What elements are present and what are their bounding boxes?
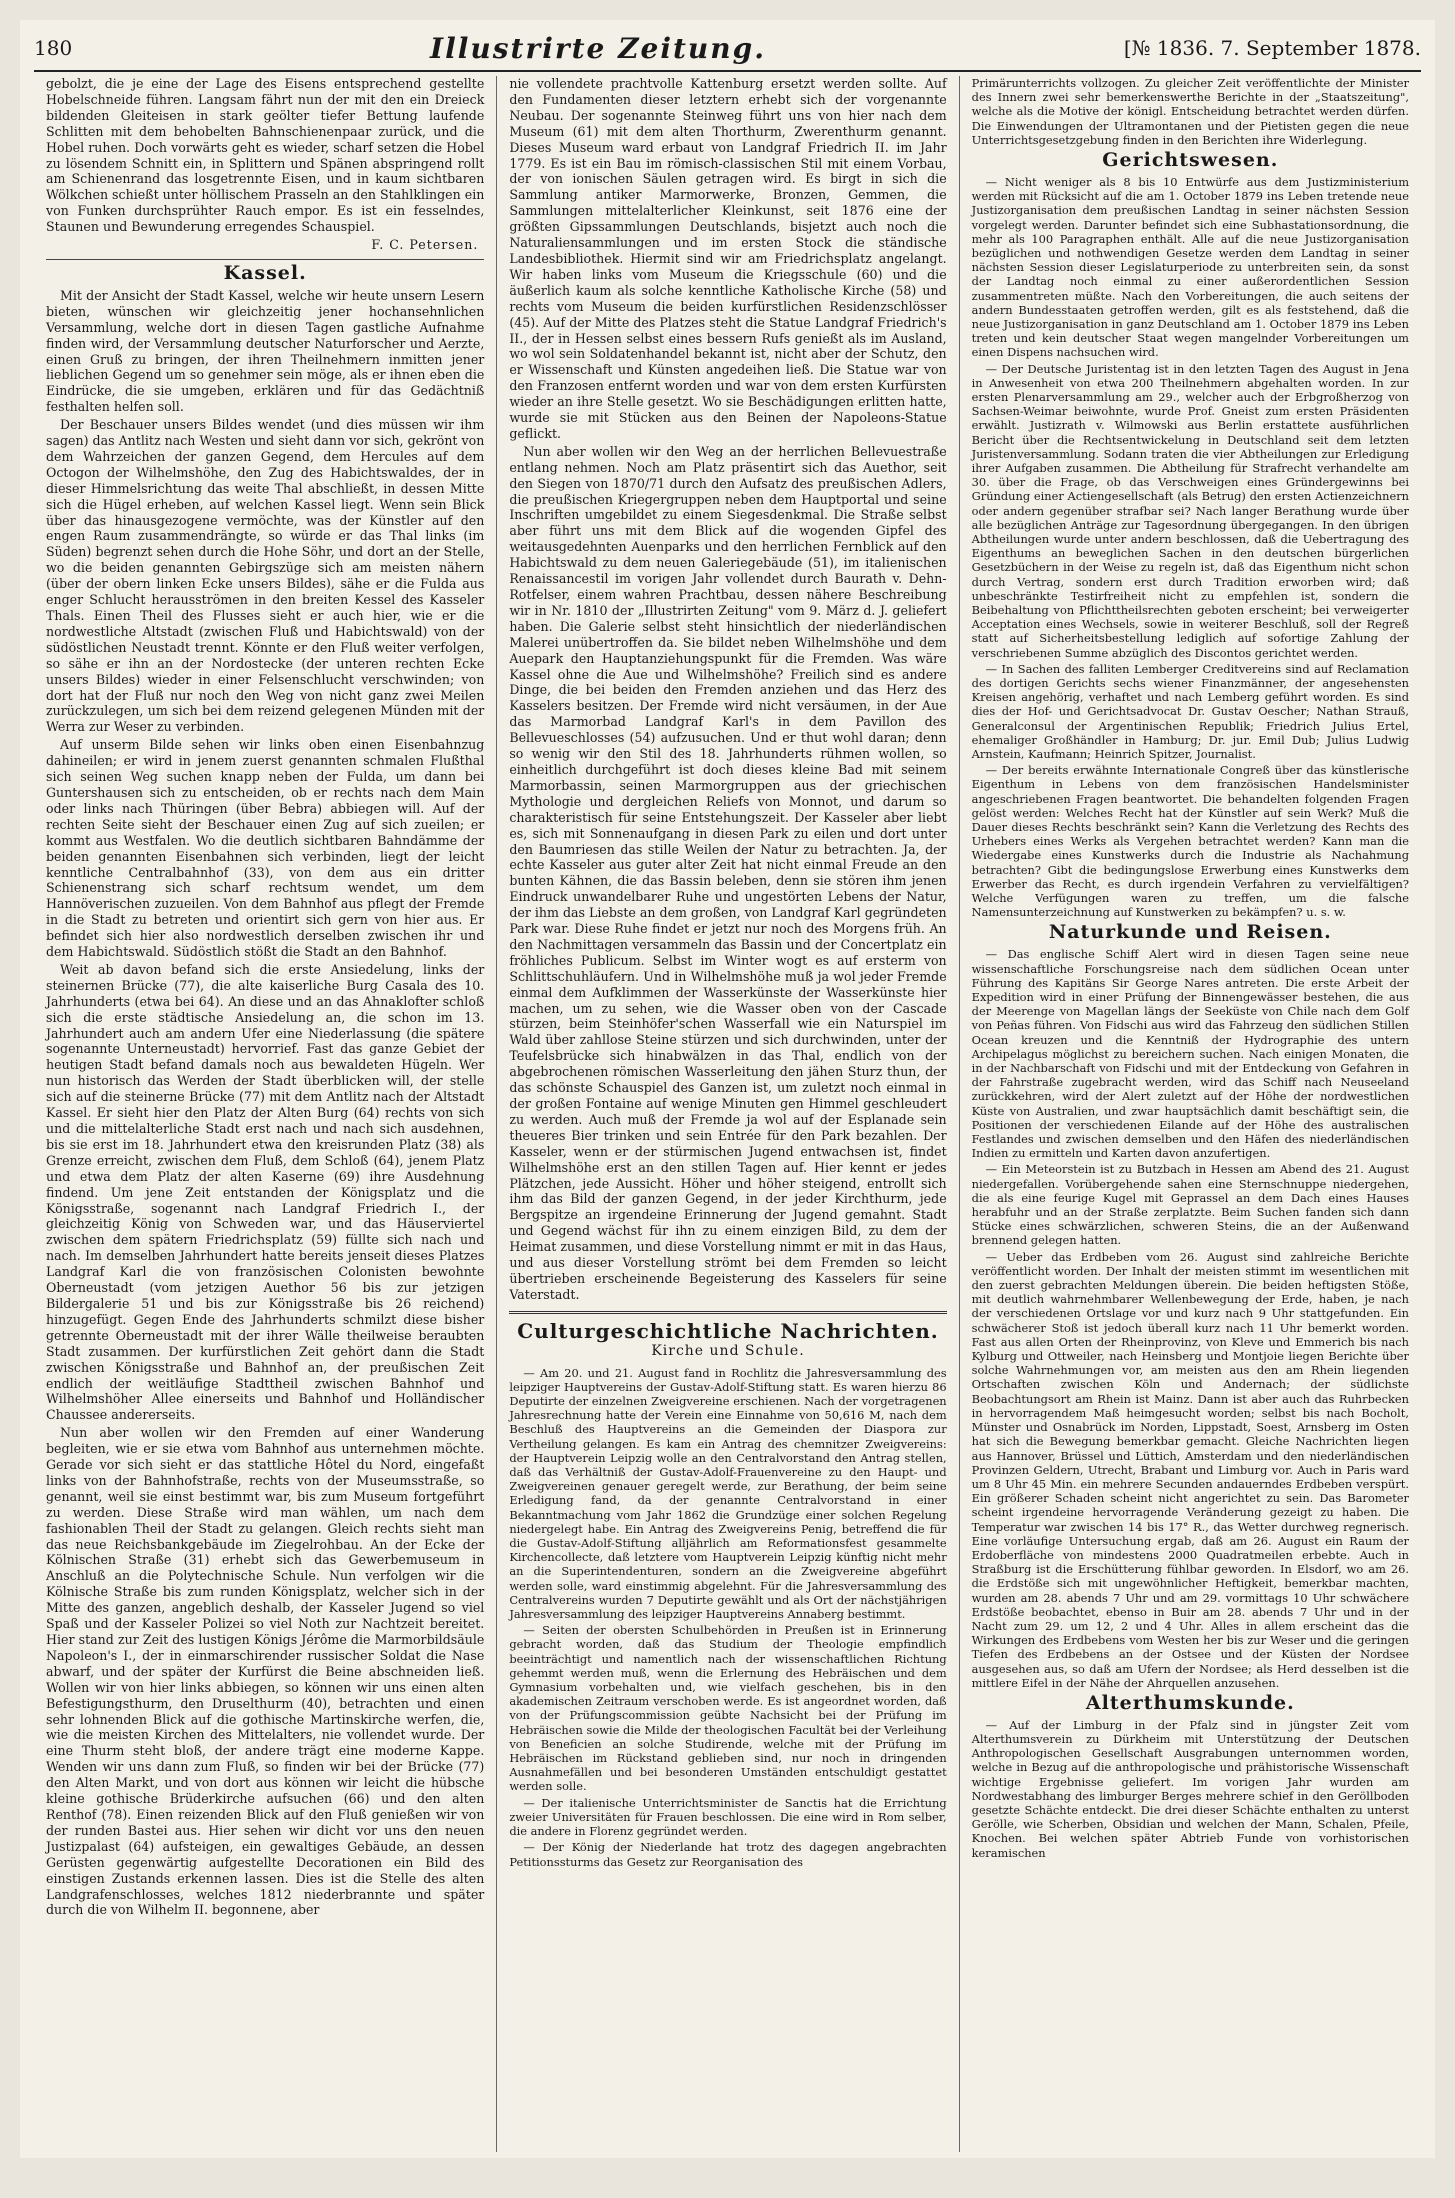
page-number: 180 xyxy=(34,36,73,60)
divider xyxy=(46,259,484,260)
column-3 xyxy=(959,76,1421,2152)
newspaper-page xyxy=(20,20,1435,2158)
news-item: — Der italienische Unterrichtsminister de Sanctis hat die Errichtung zweier Universitäten für Frauen beschlossen. Die eine wird in Rom selber, die andere in Florenz gegründet werden. xyxy=(509,1795,947,1839)
masthead xyxy=(34,26,1421,72)
news-item: — Ein Meteorstein ist zu Butzbach in Hessen am Abend des 21. August niedergefallen. Vorübergehende sahen eine Sternschnuppe niedergehen, die als eine feurige Kugel mit Geprassel an dem Dach eines Hauses herabfuhr und an der Straße zerplatzte. Beim Suchen fanden sich dann Stücke eines schwärzlichen, schweren Steins, die an der Außenwand brennend gelegen hatten. xyxy=(971,1162,1409,1248)
article-paragraph: Nun aber wollen wir den Weg an der herrlichen Bellevuestraße entlang nehmen. Noch am Platz präsentirt sich das Auethor, seit den Siegen von 1870/71 durch den Aufsatz des preußischen Adlers, die preußischen Kriegergruppen neben dem Hauptportal und seine Inschriften umgebildet zu einem Siegesdenkmal. Die Straße selbst aber führt uns mit dem Blick auf die wogenden Gipfel des weitausgedehnten Auenparks und den herrlichen Fernblick auf den Habichtswald zu dem neuen Galeriegebäude (51), im italienischen Renaissancestil im vorigen Jahr vollendet durch Baurath v. Dehn-Rotfelser, einem wahren Prachtbau, dessen nähere Beschreibung wir in Nr. 1810 der „Illustrirten Zeitung" vom 9. März d. J. geliefert haben. Die Galerie selbst steht hinsichtlich der niederländischen Malerei unübertroffen da. Sie bildet neben Wilhelmshöhe und dem Auepark den Hauptanziehungspunkt für die Fremden. Was wäre Kassel ohne die Aue und Wilhelmshöhe? Freilich sind es andere Dinge, die bei beiden den Fremden anziehen und das Herz des Kasselers besitzen. Der Fremde wird nicht versäumen, in der Aue das Marmorbad Landgraf Karl's in dem Pavillon des Bellevueschlosses (54) aufzusuchen. Und er thut wohl daran; denn so wenig wir den Stil des 18. Jahrhunderts rühmen wollen, so einheitlich durchgeführt ist doch dieses kleine Bad mit seinem Marmorbassin, seinen Marmorgruppen aus der griechischen Mythologie und dergleichen Reliefs von Monnot, und darum so charakteristisch für seine Entstehungszeit. Der Kasseler aber liebt es, sich mit Sonnenaufgang in diesen Park zu eilen und dort unter den Baumriesen das stille Weilen der Natur zu betrachten. Ja, der echte Kasseler aus guter alter Zeit hat nicht einmal Freude an den bunten Kähnen, die das Bassin beleben, denn sie stören ihm jenen Eindruck unwandelbarer Ruhe und ungestörten Lebens der Natur, der ihm das Liebste an dem großen, von Landgraf Karl gegründeten Park war. Diese Ruhe findet er jetzt nur noch des Morgens früh. An den Nachmittagen versammeln das Bassin und der Concertplatz ein fröhliches Publicum. Selbst im Winter wogt es auf ersterm von Schlittschuhläufern. Und in Wilhelmshöhe muß ja wol jeder Fremde einmal dem Aufklimmen der Wasserkünste der Wasserkünste hier machen, um zu sehen, wie die Wasser oben von der Cascade stürzen, beim Steinhöfer'schen Wasserfall wie ein Naturspiel im Wald über zahllose Steine stürzen und sich durchwinden, unter der Teufelsbrücke sich hinabwälzen in das Thal, endlich von der abgebrochenen römischen Wasserleitung den jähen Sturz thun, der das schönste Schauspiel des Ganzen ist, um zuletzt noch einmal in der großen Fontaine auf wenige Minuten gen Himmel geschleudert zu werden. Auch muß der Fremde ja wol auf der Esplanade sein theueres Bier trinken und sein Entrée für den Park bezahlen. Der Kasseler, wenn er der stürmischen Jugend entwachsen ist, findet Wilhelmshöhe erst an den stillen Tagen auf. Hier kennt er jedes Plätzchen, jede Aussicht. Höher und höher steigend, entrollt sich ihm das Bild der ganzen Gegend, in der jeder Kirchthurm, jede Bergspitze an irgendeine Erinnerung der Jugend gemahnt. Stadt und Gegend wächst für ihn zu einem einzigen Bild, zu dem der Heimat zusammen, und diese Vorstellung nimmt er mit in das Haus, und aus dieser Vorstellung strömt bei dem Fremden so leicht übertrieben erscheinende Begeisterung des Kasselers für seine Vaterstadt. xyxy=(509,443,947,1302)
news-item: Primärunterrichts vollzogen. Zu gleicher Zeit veröffentlichte der Minister des Innern zwei sehr bemerkenswerthe Berichte in der „Staatszeitung", welche als die Motive der königl. Entscheidung betrachtet werden dürfen. Die Einwendungen der Ultramontanen und der Pietisten gegen die neue Unterrichtsgesetzgebung finden in den Berichten ihre Widerlegung. xyxy=(971,76,1409,147)
news-item: — Nicht weniger als 8 bis 10 Entwürfe aus dem Justizministerium werden mit Rücksicht auf die am 1. October 1879 ins Leben tretende neue Justizorganisation dem preußischen Landtag in seiner nächsten Session vorgelegt werden. Darunter befindet sich eine Subhastationsordnung, die mehr als 100 Paragraphen enthält. Alle auf die neue Justizorganisation bezüglichen und nothwendigen Gesetze werden dem Landtag in seiner nächsten Session dieser Legislaturperiode zu unterbreiten sein, da sonst der Landtag noch einmal zu einer außerordentlichen Session zusammentreten müßte. Nach den Vorbereitungen, die auch seitens der andern Bundesstaaten getroffen werden, gilt es als feststehend, daß die neue Justizorganisation in ganz Deutschland am 1. October 1879 ins Leben treten und kein deutscher Staat wegen mangelnder Vorbereitungen um einen Dispens nachsuchen wird. xyxy=(971,174,1409,360)
news-item: — Am 20. und 21. August fand in Rochlitz die Jahresversammlung des leipziger Hauptvereins der Gustav-Adolf-Stiftung statt. Es waren hierzu 86 Deputirte der einzelnen Zweigvereine erschienen. Nach der vorgetragenen Jahresrechnung hatte der Verein eine Einnahme von 50,616 M, nach dem Beschluß des Hauptvereins an die Gemeinden der Diaspora zur Vertheilung gelangen. Es kam ein Antrag des chemnitzer Zweigvereins: der Hauptverein Leipzig wolle an den Centralvorstand den Antrag stellen, daß das Verhältniß der Gustav-Adolf-Frauenvereine zu den Haupt- und Zweigvereinen genauer geregelt werde, zur Berathung, der beim seine Erledigung fand, da der genannte Centralvorstand in einer Bekanntmachung vom Jahr 1862 die Grundzüge einer solchen Regelung niedergelegt habe. Ein Antrag des Zweigvereins Penig, betreffend die für die Gustav-Adolf-Stiftung alljährlich am Reformationsfest gesammelte Kirchencollecte, daß letztere vom Hauptverein Leipzig künftig nicht mehr an die Superintendenturen, sondern an die Zweigvereine abgeführt werden solle, ward einstimmig abgelehnt. Für die Jahresversammlung des Centralvereins wurden 7 Deputirte gewählt und als Ort der nächstjährigen Jahresversammlung des leipziger Hauptvereins Annaberg bestimmt. xyxy=(509,1365,947,1622)
news-item: — Ueber das Erdbeben vom 26. August sind zahlreiche Berichte veröffentlicht worden. Der Inhalt der meisten stimmt im wesentlichen mit den zuerst gebrachten Meldungen überein. Die beiden heftigsten Stöße, mit deutlich wahrnehmbarer Wellenbewegung der Erde, haben, je nach der verschiedenen Ortslage vor und kurz nach 9 Uhr stattgefunden. Ein schwächerer Stoß ist jedoch überall kurz nach 11 Uhr bemerkt worden. Fast aus allen Orten der Rheinprovinz, von Kleve und Emmerich bis nach Kylburg und Ottweiler, nach Heinsberg und Montjoie liegen Berichte über solche Wahrnehmungen vor, am meisten aus den am Rhein liegenden Ortschaften zwischen Köln und Andernach; der südlichste Beobachtungsort am Rhein ist Mainz. Dann ist aber auch das Ruhrbecken in hervorragendem Maß heimgesucht worden; selbst bis nach Bocholt, Münster und Osnabrück im Norden, Lippstadt, Soest, Arnsberg im Osten hat sich die Bewegung bemerkbar gemacht. Gleiche Nachrichten liegen aus Hannover, Brüssel und Lüttich, Amsterdam und den niederländischen Provinzen Geldern, Utrecht, Brabant und Limburg vor. Auch in Paris ward um 8 Uhr 45 Min. ein mehrere Secunden andauerndes Erdbeben verspürt. Ein größerer Schaden scheint nicht angerichtet zu sein. Das Barometer scheint irgendeine hervorragende Veränderung gezeigt zu haben. Die Temperatur war zwischen 14 bis 17° R., das Wetter durchweg regnerisch. Eine vorläufige Untersuchung ergab, daß am 26. August ein Raum der Erdoberfläche von mindestens 2000 Quadratmeilen erbebte. Auch in Straßburg ist die Erschütterung fühlbar geworden. In Elsdorf, wo am 26. die Erdstöße sich mit ungewöhnlicher Heftigkeit, bemerkbar machten, wurden am 28. abends 7 Uhr und am 29. vormittags 10 Uhr schwächere Erdstöße beobachtet, ebenso in Buir am 28. abends 7 Uhr und in der Nacht zum 29. um 12, 2 und 4 Uhr. Alles in allem erscheint das die Wirkungen des Erdbebens vom Westen her bis zur Weser und die geringen Tiefen des Erdbebens an der Ostsee und der Küsten der Nordsee ausgesehen aus, so daß am Ufern der Nordsee; als Herd desselben ist die mittlere Eifel in der Nähe der Ahrquellen anzusehen. xyxy=(971,1249,1409,1690)
newspaper-title: Illustrirte Zeitung. xyxy=(430,31,766,65)
article-paragraph: Nun aber wollen wir den Fremden auf einer Wanderung begleiten, wie er sie etwa vom Bahnhof aus unternehmen möchte. Gerade vor sich sieht er das stattliche Hôtel du Nord, eingefaßt links von der Bahnhofstraße, rechts von der Museumsstraße, so genannt, weil sie einst bestimmt war, bis zum Museum fortgeführt zu werden. Diese Straße wird man wählen, um nach dem fashionablen Theil der Stadt zu gelangen. Gleich rechts sieht man das neue Reichsbankgebäude im Ziegelrohbau. An der Ecke der Kölnischen Straße (31) erhebt sich das Gewerbemuseum in Anschluß an die Polytechnische Schule. Nun verfolgen wir die Kölnische Straße bis zum runden Königsplatz, welcher sich in der Mitte des ganzen, angeblich deshalb, der Kasseler Jugend so viel Spaß und der Kasseler Polizei so viel Noth zur Nachtzeit bereitet. Hier stand zur Zeit des lustigen Königs Jérôme die Marmorbildsäule Napoleon's I., der in einmarschirender russischer Soldat die Nase abwarf, und der später der Kurfürst die Beine abschneiden ließ. Wollen wir von hier links abbiegen, so können wir uns einen alten Befestigungsthurm, den Druselthurm (40), betrachten und einen sehr lohnenden Blick auf die gothische Martinskirche werfen, die, wie die meisten Kirchen des Mittelalters, nie vollendet wurde. Der eine Thurm steht bloß, der andere trägt eine moderne Kappe. Wenden wir uns dann zum Fluß, so finden wir bei der Brücke (77) den Alten Markt, und von dort aus können wir leicht die hübsche kleine gothische Brüderkirche aufsuchen (66) und den alten Renthof (78). Einen reizenden Blick auf den Fluß genießen wir von der runden Bastei aus. Hier sehen wir dicht vor uns den neuen Justizpalast (64) aufsteigen, ein gewaltiges Gebäude, an dessen Gerüsten gegenwärtig aufgestellte Decorationen ein Bild des einstigen Zustands erkennen lassen. Dies ist die Stelle des alten Landgrafenschlosses, welches 1812 niederbrannte und später durch die von Wilhelm II. begonnene, aber xyxy=(46,1425,485,1918)
author-signature: F. C. Petersen. xyxy=(371,237,479,253)
columns xyxy=(34,76,1421,2152)
article-paragraph: Auf unserm Bilde sehen wir links oben einen Eisenbahnzug dahineilen; er wird in jenem zuerst genannten schmalen Flußthal sich seinen Weg suchen knapp neben der Fulda, um dann bei Guntershausen sich zu entscheiden, ob er rechts nach dem Main oder links nach Thüringen (über Bebra) abbiegen will. Auf der rechten Seite sieht der Beschauer einen Zug auf sich zueilen; er kommt aus Westfalen. Wo die deutlich sichtbaren Bahndämme der beiden genannten Eisenbahnen sich verbinden, liegt der leicht kenntliche Centralbahnhof (33), von dem aus ein dritter Schienenstrang sich scharf rechtsum wendet, um dem Hannöverischen zuzueilen. Von dem Bahnhof aus pflegt der Fremde in die Stadt zu betreten und orientirt sich gern von hier aus. Er befindet sich hier also nordwestlich derselben zwischen ihr und dem Habichtswald. Südöstlich stößt die Stadt an den Bahnhof. xyxy=(46,737,485,960)
section-heading-nature-travel: Naturkunde und Reisen. xyxy=(1048,921,1332,944)
news-item: — Seiten der obersten Schulbehörden in Preußen ist in Erinnerung gebracht worden, daß das Studium der Theologie empfindlich beeinträchtigt und namentlich nach der wissenschaftlichen Richtung gehemmt werden muß, wenn die Erlernung des Hebräischen und dem Gymnasium vorbehalten und, wie vielfach geschehen, bis in den akademischen Zeitraum verschoben werde. Es ist angeordnet worden, daß von der Prüfungscommission geübte Nachsicht bei der Prüfung im Hebräischen sowie die Milde der theologischen Facultät bei der Verleihung von Beneficien an solche Studirende, welche mit der Prüfung im Hebräischen im Rückstand geblieben sind, nur noch in dringenden Ausnahmefällen und bei besonderen Umständen entschuldigt gestattet werden solle. xyxy=(509,1623,947,1794)
article-paragraph: Der Beschauer unsers Bildes wendet (und dies müssen wir ihm sagen) das Antlitz nach Westen und sieht dann vor sich, gekrönt von dem Wahrzeichen der ganzen Gegend, dem Hercules auf dem Octogon der Wilhelmshöhe, den Zug des Habichtswaldes, der in dieser Himmelsrichtung das weite Thal abschließt, in dessen Mitte sich die Hügel erheben, auf welchen Kassel liegt. Wenn sein Blick über das hinausgezogene vermöchte, was der Künstler auf den engen Raum zusammendrängte, so würde er das Thal links (im Süden) begrenzt sehen durch die Hohe Söhr, und dort an der Stelle, wo die beiden genannten Gebirgszüge sich am meisten nähern (über der obern linken Ecke unsers Bildes), sähe er die Fulda aus enger Schlucht herausströmen in den breiten Kessel des Kasseler Thals. Einen Theil des Flusses sieht er auch hier, wie er die nordwestliche Altstadt (zwischen Fluß und Habichtswald) von der südöstlichen Neustadt trennt. Könnte er den Fluß weiter verfolgen, so sähe er ihn an der Nordostecke (der unteren rechten Ecke unsers Bildes) wieder in einer Felsenschlucht verschwinden; von dort hat der Fluß nur noch den Weg von nicht ganz zwei Meilen zurückzulegen, um sich bei dem reizend gelegenen Münden mit der Werra zur Weser zu verbinden. xyxy=(46,417,485,735)
news-item: — In Sachen des falliten Lemberger Creditvereins sind auf Reclamation des dortigen Gerichts sechs wiener Finanzmänner, der angesehensten Kreisen angehörig, verhaftet und nach Lemberg geführt worden. Es sind dies der Hof- und Gerichtsadvocat Dr. Gustav Oescher; Nathan Strauß, Generalconsul der Argentinischen Republik; Friedrich Julius Ertel, ehemaliger Großhändler in Hamburg; Dr. jur. Emil Dub; Julius Ludwig Arnstein, Kaufmann; Heinrich Spitzer, Journalist. xyxy=(971,661,1409,762)
article-paragraph: Weit ab davon befand sich die erste Ansiedelung, links der steinernen Brücke (77), die alte kaiserliche Burg Casala des 10. Jahrhunderts (etwa bei 64). An diese und an das Ahnaklofter schloß sich die erste städtische Ansiedelung an, die schon im 13. Jahrhundert auch am andern Ufer eine Niederlassung (die spätere sogenannte Unterneustadt) hervorrief. Fast das ganze Gebiet der heutigen Stadt befand damals noch aus bewaldeten Hügeln. Wer nun historisch das Werden der Stadt überblicken will, der stelle sich auf die steinerne Brücke (77) mit dem Antlitz nach der Altstadt Kassel. Er sieht hier den Platz der Alten Burg (64) rechts von sich und die mittelalterliche Stadt erst nach und nach sich ausdehnen, bis sie erst im 18. Jahrhundert etwa den kreisrunden Platz (38) als Grenze erreicht, zwischen dem Fluß, dem Schloß (64), jenem Platz und etwa dem Platz der alten Kaserne (69) ihre Ausdehnung findend. Um jene Zeit entstanden der Königsplatz und die Königsstraße, sogenannt nach Landgraf Friedrich I., der gleichzeitig König von Schweden war, und das Häuserviertel zwischen dem spätern Friedrichsplatz (59) füllte sich nach und nach. Im demselben Jahrhundert hatte bereits jenseit dieses Platzes Landgraf Karl die von französischen Colonisten bewohnte Oberneustadt (vom jetzigen Auethor 56 bis zur jetzigen Bildergalerie 51 und bis zur Königsstraße bis 26 reichend) hinzugefügt. Gegen Ende des Jahrhunderts schmilzt diese bisher getrennte Oberneustadt mit der ihrer Wälle theilweise beraubten Stadt zusammen. Der kurfürstlichen Zeit gehört dann die Stadt zwischen Königsstraße und Bahnhof an, der preußischen Zeit endlich der weitläufige Stadttheil zwischen Bahnhof und Wilhelmshöher Allee einerseits und Bahnhof und Holländischer Chaussee andererseits. xyxy=(46,961,485,1423)
column-1 xyxy=(34,76,496,2152)
article-paragraph: nie vollendete prachtvolle Kattenburg ersetzt werden sollte. Auf den Fundamenten dieser letztern erhebt sich der vorgenannte Neubau. Der sogenannte Steinweg führt uns von hier nach dem Museum (61) mit dem alten Thorthurm, Zwerenthurm genannt. Dieses Museum ward erbaut von Landgraf Friedrich II. im Jahr 1779. Es ist ein Bau im römisch-classischen Stil mit einem Vorbau, der von ionischen Säulen getragen wird. Es birgt in sich die Sammlung antiker Marmorwerke, Bronzen, Gemmen, die Sammlungen mittelalterlicher Kleinkunst, seit 1876 eine der größten Gipssammlungen Deutschlands, bisjetzt auch noch die Naturaliensammlungen und im ersten Stock die ständische Landesbibliothek. Hiermit sind wir am Friedrichsplatz angelangt. Wir haben links vom Museum die Kriegsschule (60) und die äußerlich kaum als solche kenntliche Katholische Kirche (58) und rechts vom Museum die beiden kurfürstlichen Residenzschlösser (45). Auf der Mitte des Platzes steht die Statue Landgraf Friedrich's II., der in Hessen selbst eines bessern Rufs genießt als im Ausland, wo wol sein Soldatenhandel bekannt ist, nicht aber der Schutz, den er Wissenschaft und Künsten angedeihen ließ. Die Statue war von den Franzosen entfernt worden und war von dem ersten Kurfürsten wieder an ihre Stelle gesetzt. Wo sie Beschädigungen erlitten hatte, wurde sie mit Stücken aus den Beinen der Napoleons-Statue geflickt. xyxy=(509,76,947,441)
section-heading-court-affairs: Gerichtswesen. xyxy=(1102,149,1279,172)
issue-info: [№ 1836. 7. September 1878. xyxy=(1123,36,1421,60)
news-item: — Der Deutsche Juristentag ist in den letzten Tagen des August in Jena in Anwesenheit von etwa 200 Theilnehmern abgehalten worden. In zur ersten Plenarversammlung am 29., welcher auch der Erbgroßherzog von Sachsen-Weimar beiwohnte, wurde Prof. Gneist zum ersten Präsidenten erwählt. Justizrath v. Wilmowski aus Berlin erstattete ausführlichen Bericht über die Rechtsentwickelung in Deutschland seit dem letzten Juristenversammlung. Sodann traten die vier Abtheilungen zur Erledigung ihrer Aufgaben zusammen. Die Abtheilung für Strafrecht verhandelte am 30. über die Frage, ob das Verschweigen eines Gründergewinns bei Gründung einer Actiengesellschaft (als Betrug) den ersten Actienzeichnern oder andern gegenüber strafbar sei? Nach langer Berathung wurde über alle bezüglichen Anträge zur Tagesordnung übergegangen. In den übrigen Abtheilungen wurde unter andern beschlossen, daß die Uebertragung des Eigenthums an beweglichen Sachen in den deutschen bürgerlichen Gesetzbüchern in der Weise zu regeln ist, daß das Eigenthum nicht schon durch Vertrag, sondern erst durch Tradition erworben wird; daß unbeschränkte Testirfreiheit nicht zu empfehlen ist, sondern die Beibehaltung von Pflichttheilsrechten geboten erscheint; bei verweigerter Acceptation eines Wechsels, sowie in weiterer Beschluß, soll der Regreß statt auf Sicherheitsbestellung lediglich auf sofortige Zahlung der verschriebenen Summe abzüglich des Discontos gerichtet werden. xyxy=(971,361,1409,660)
section-heading-antiquities: Alterthumskunde. xyxy=(1085,1691,1295,1714)
news-item: — Der bereits erwähnte Internationale Congreß über das künstlerische Eigenthum in Lebens von dem französischen Handelsminister angeschriebenen Fragen beantwortet. Die behandelten folgenden Fragen gelöst werden: Welches Recht hat der Künstler auf sein Werk? Muß die Dauer dieses Rechts beschränkt sein? Kann die Verletzung des Rechts des Urhebers eines Werks als Vergehen betrachtet werden? Kann man die Wiedergabe eines Kunstwerks durch die Industrie als Nachahmung betrachten? Gibt die bedingungslose Erwerbung eines Kunstwerks dem Erwerber das Recht, es durch irgendein Verfahren zu vervielfältigen? Welche Verfügungen waren zu treffen, um die falsche Namensunterzeichnung auf Kunstwerken zu bekämpfen? u. s. w. xyxy=(971,763,1409,920)
news-item: — Das englische Schiff Alert wird in diesen Tagen seine neue wissenschaftliche Forschungsreise nach dem südlichen Ocean unter Führung des Kapitäns Sir George Nares antreten. Die erste Arbeit der Expedition wird in einer Prüfung der Binnengewässer bestehen, die aus der Meerenge von Magellan längs der Seeküste von Chile nach dem Golf von Peñas führen. Von Fidschi aus wird das Fahrzeug den südlichen Stillen Ocean kreuzen und die Kenntniß der Hydrographie des untern Archipelagus möglichst zu bereichern suchen. Nach einigen Monaten, die in der Nachbarschaft von Fidschi und mit der Entdeckung von Gefahren in der Fahrstraße zugebracht werden, wird das Schiff nach Neuseeland zurückkehren, wird der Alert zuletzt auf der Höhe der nordwestlichen Küste von Australien, und zwar hauptsächlich damit beschäftigt sein, die Positionen der verschiedenen Eilande auf der Höhe des australischen Festlandes und zwischen demselben und den Häfen des niederländischen Indien zu ermitteln und Karten davon anzufertigen. xyxy=(971,947,1409,1161)
section-heading-cultural-news: Culturgeschichtliche Nachrichten. xyxy=(517,1318,939,1343)
article-heading-kassel: Kassel. xyxy=(223,261,307,284)
article-paragraph: gebolzt, die je eine der Lage des Eisens entsprechend gestellte Hobelschneide führen. Langsam fährt nun der mit den ein Dreieck bildenden Gleiteisen in stark geölter tiefer Bettung laufende Schlitten mit dem behobelten Bahnschienenpaar zurück, und die Hobel ruhen. Doch vorwärts geht es wieder, scharf setzen die Hobel zu lösendem Schnitt ein, in Splittern und Spänen abspringend rollt am Schienenrand das losgetrennte Eisen, und in kaum sichtbaren Wölkchen schießt unter höllischem Prasseln an den Stahlklingen ein von Funken durchsprühter Rauch empor. Es ist ein fesselndes, Staunen und Bewunderung erregendes Schauspiel. xyxy=(46,76,485,235)
subsection-heading-church-school: Kirche und Schule. xyxy=(651,1342,805,1359)
divider xyxy=(509,1311,946,1314)
news-item: — Auf der Limburg in der Pfalz sind in jüngster Zeit vom Alterthumsverein zu Dürkheim mit Unterstützung der Deutschen Anthropologischen Gesellschaft Ausgrabungen unternommen worden, welche in Bezug auf die anthropologische und prähistorische Wissenschaft wichtige Ergebnisse geliefert. Im vorigen Jahr wurden am Nordwestabhang des limburger Berges mehrere schief in den Geröllboden gesetzte Schächte entdeckt. Die drei dieser Schächte enthalten zu unterst Gerölle, wie Scherben, Obsidian und welchen der Mann, Schalen, Pfeile, Knochen. Bei welchen später Abtrieb Funde von vorhistorischen keramischen xyxy=(971,1717,1409,1860)
article-paragraph: Mit der Ansicht der Stadt Kassel, welche wir heute unsern Lesern bieten, wünschen wir gleichzeitig jener hochansehnlichen Versammlung, welche dort in diesen Tagen gastliche Aufnahme finden wird, der Versammlung deutscher Naturforscher und Aerzte, einen Gruß zu bringen, der ihren Theilnehmern inmitten jener lieblichen Gegend um so genehmer sein möge, als er ihnen eben die Eindrücke, die sie umgeben, erklären und für das Gedächtniß festhalten helfen soll. xyxy=(46,287,485,415)
column-2 xyxy=(496,76,958,2152)
news-item: — Der König der Niederlande hat trotz des dagegen angebrachten Petitionssturms das Gesetz zur Reorganisation des xyxy=(509,1840,947,1869)
